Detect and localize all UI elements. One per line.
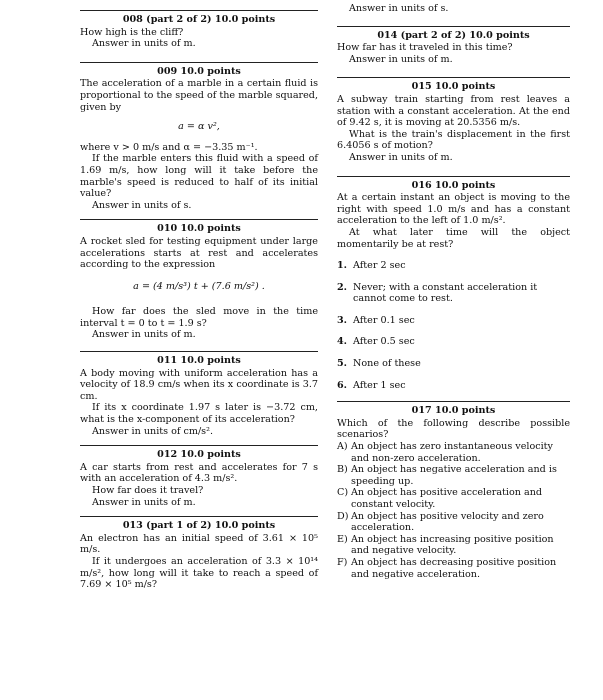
divider	[337, 26, 570, 27]
answer-units: Answer in units of s.	[349, 3, 449, 14]
divider	[80, 219, 318, 220]
question-017	[337, 405, 570, 580]
question-text: A rocket sled for testing equipment under large accelerations starts at rest and accelerates according to the expression	[80, 235, 318, 271]
option-number: 3.	[337, 314, 348, 326]
answer-option[interactable]	[337, 315, 570, 327]
question-010	[80, 223, 318, 341]
divider	[337, 176, 570, 177]
question-head: 010 10.0 points	[157, 223, 241, 235]
answer-units: Answer in units of s.	[92, 199, 192, 211]
divider	[80, 62, 318, 63]
question-009	[80, 66, 318, 212]
question-text: An electron has an initial speed of 3.61 × 10⁵ m/s.	[80, 532, 318, 556]
option-text: After 2 sec	[353, 260, 406, 272]
question-text: How far does the sled move in the time interval t = 0 to t = 1.9 s?	[80, 306, 318, 329]
question-013	[80, 520, 318, 591]
option-text: After 0.1 sec	[353, 314, 415, 326]
question-text: If the marble enters this fluid with a speed of 1.69 m/s, how long will it take before the marble's speed is reduced to half of its initial value?	[80, 153, 318, 200]
answer-units: Answer in units of m.	[92, 38, 196, 50]
question-text: Which of the following describe possible scenarios?	[337, 417, 570, 441]
question-014	[337, 30, 570, 66]
scenario-text: An object has increasing positive position and negative velocity.	[351, 533, 554, 557]
scenario-item	[337, 534, 570, 557]
scenario-label: E)	[337, 533, 348, 545]
scenario-item	[337, 557, 570, 580]
option-number: 1.	[337, 260, 348, 272]
question-head: 008 (part 2 of 2) 10.0 points	[122, 14, 276, 25]
question-text: How far has it traveled in this time?	[337, 42, 513, 54]
question-head: 013 (part 1 of 2) 10.0 points	[122, 520, 276, 532]
question-text: A subway train starting from rest leaves a station with a constant acceleration. At the end of 9.42 s, it is moving at 20.5356 m/s.	[337, 93, 570, 129]
scenario-item	[337, 441, 570, 464]
question-text: What is the train's displacement in the first 6.4056 s of motion?	[337, 128, 570, 152]
divider	[337, 401, 570, 402]
option-number: 6.	[337, 379, 348, 391]
question-text: At a certain instant an object is moving to the right with speed 1.0 m/s and has a constant acceleration to the left of 1.0 m/s².	[337, 192, 570, 227]
scenario-text: An object has zero instantaneous velocity and non-zero acceleration.	[351, 441, 553, 464]
scenario-item	[337, 487, 570, 510]
scenario-item	[337, 464, 570, 487]
question-head: 017 10.0 points	[411, 405, 496, 417]
scenario-label: C)	[337, 487, 349, 499]
question-text: A car starts from rest and accelerates for 7 s with an acceleration of 4.3 m/s².	[80, 461, 318, 485]
equation: a = α v²,	[178, 121, 220, 133]
question-016	[337, 180, 570, 392]
question-008	[80, 14, 318, 50]
divider	[80, 10, 318, 11]
answer-option[interactable]	[337, 358, 570, 370]
option-number: 2.	[337, 281, 348, 293]
question-text: If its x coordinate 1.97 s later is −3.72 cm, what is the x-component of its acceleration?	[80, 402, 318, 426]
scenario-list	[337, 441, 570, 580]
question-text: How high is the cliff?	[80, 26, 184, 38]
question-text: How far does it travel?	[92, 485, 204, 496]
divider	[80, 351, 318, 352]
divider	[80, 445, 318, 446]
scenario-text: An object has decreasing positive position and negative acceleration.	[351, 556, 557, 580]
answer-units: Answer in units of m.	[349, 53, 453, 65]
question-text: where v > 0 m/s and α = −3.35 m⁻¹.	[80, 141, 258, 153]
answer-units: Answer in units of m.	[349, 151, 453, 163]
question-text: The acceleration of a marble in a certain fluid is proportional to the speed of the marble squared, given by	[80, 78, 318, 113]
question-text: If it undergoes an acceleration of 3.3 × 10¹⁴ m/s², how long will it take to reach a speed of 7.69 × 10⁵ m/s?	[80, 555, 318, 591]
answer-options	[337, 260, 570, 391]
equation: a = (4 m/s³) t + (7.6 m/s²) .	[133, 280, 265, 292]
option-text: After 0.5 sec	[353, 336, 415, 348]
answer-option[interactable]	[337, 336, 570, 348]
question-text: A body moving with uniform acceleration has a velocity of 18.9 cm/s when its x coordinate is 3.7 cm.	[80, 367, 318, 402]
question-text: At what later time will the object momentarily be at rest?	[337, 226, 570, 250]
answer-units: Answer in units of cm/s².	[92, 425, 214, 437]
question-011	[80, 355, 318, 437]
scenario-item	[337, 511, 570, 534]
scenario-label: B)	[337, 464, 348, 476]
answer-units: Answer in units of m.	[92, 329, 196, 341]
answer-units: Answer in units of m.	[92, 496, 196, 508]
scenario-label: A)	[337, 441, 348, 453]
scenario-text: An object has positive velocity and zero acceleration.	[351, 510, 544, 534]
scenario-label: F)	[337, 556, 348, 568]
divider	[80, 516, 318, 517]
left-column	[80, 0, 318, 591]
question-head: 014 (part 2 of 2) 10.0 points	[377, 29, 530, 41]
option-text: After 1 sec	[353, 379, 406, 391]
answer-option[interactable]	[337, 260, 570, 272]
answer-option[interactable]	[337, 282, 570, 305]
option-number: 5.	[337, 358, 348, 370]
question-head: 011 10.0 points	[157, 355, 241, 367]
question-012	[80, 449, 318, 508]
option-number: 4.	[337, 336, 348, 348]
option-text: None of these	[353, 358, 421, 370]
scenario-text: An object has positive acceleration and constant velocity.	[351, 487, 543, 510]
question-head: 012 10.0 points	[157, 449, 241, 461]
question-head: 015 10.0 points	[411, 81, 496, 93]
question-015	[337, 81, 570, 163]
scenario-text: An object has negative acceleration and is speeding up.	[351, 464, 557, 487]
option-text: Never; with a constant acceleration it cannot come to rest.	[353, 281, 538, 305]
question-head: 016 10.0 points	[411, 179, 496, 191]
scenario-label: D)	[337, 510, 349, 522]
divider	[337, 77, 570, 78]
question-head: 009 10.0 points	[157, 65, 241, 77]
right-column	[337, 0, 570, 580]
answer-option[interactable]	[337, 380, 570, 392]
